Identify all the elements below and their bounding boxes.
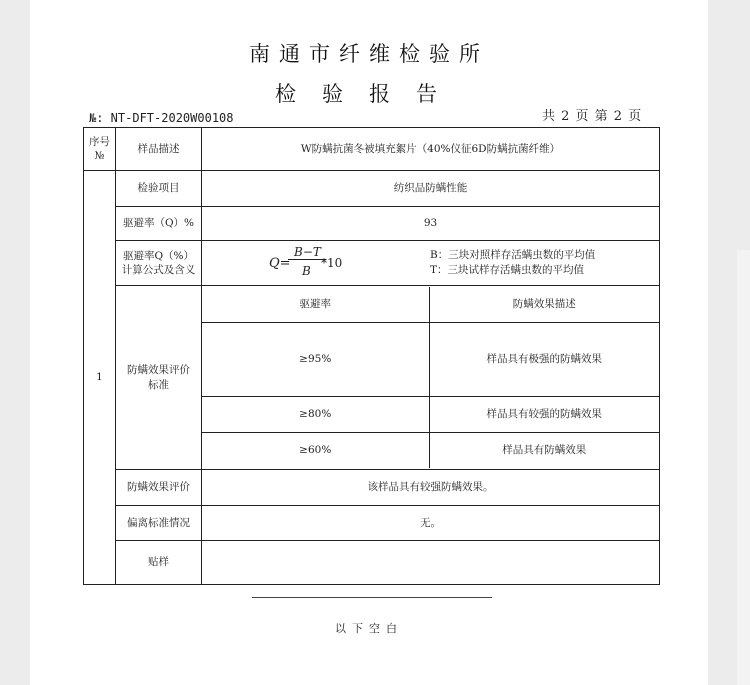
report-page [30,0,708,685]
report-number: №: NT-DFT-2020W00108 [89,111,234,125]
criteria-header-desc: 防螨效果描述 [429,287,659,322]
formula-numerator: B−T [294,245,321,259]
blank-note: 以下空白 [335,622,403,635]
criteria-desc: 样品具有防螨效果 [429,432,659,468]
formula-multiplier: *10 [321,256,343,270]
background-strip [737,250,750,685]
report-title: 检验报告 [275,82,463,106]
formula [202,243,430,283]
legend-t: T：三块试样存活螨虫数的平均值 [430,264,585,276]
formula-denominator: B [302,264,311,278]
rate-value: 93 [202,207,660,241]
evaluation-label: 防螨效果评价 [116,470,202,506]
evaluation-value: 该样品具有较强防螨效果。 [202,470,660,506]
footer-divider [252,597,492,598]
page-info: 共 2 页 第 2 页 [542,109,643,124]
criteria-rate: ≥60% [202,432,429,468]
formula-cell [202,241,660,286]
item-value: 纺织品防螨性能 [202,171,660,207]
row-number: 1 [84,171,116,585]
deviation-value: 无。 [202,506,660,541]
criteria-label: 防螨效果评价 标准 [116,286,202,470]
criteria-desc: 样品具有极强的防螨效果 [429,322,659,396]
rate-label: 驱避率（Q）% [116,207,202,241]
inspection-table [83,127,660,585]
criteria-header-rate: 驱避率 [202,287,429,322]
formula-q: Q= [269,256,291,271]
sticker-area [202,541,660,585]
sample-value: W防螨抗菌冬被填充絮片（40%仪征6D防螨抗菌纤维） [202,128,660,171]
item-label: 检验项目 [116,171,202,207]
legend-b: B：三块对照样存活螨虫数的平均值 [430,249,596,261]
organization-name: 南通市纤维检验所 [249,42,489,66]
criteria-rate: ≥95% [202,322,429,396]
criteria-rate: ≥80% [202,396,429,432]
criteria-table [202,287,659,468]
formula-legend [430,248,595,278]
criteria-cell [202,286,660,470]
sample-label: 样品描述 [116,128,202,171]
seq-header: 序号 № [84,128,116,171]
criteria-desc: 样品具有较强的防螨效果 [429,396,659,432]
formula-label: 驱避率Q（%） 计算公式及含义 [116,241,202,286]
deviation-label: 偏离标准情况 [116,506,202,541]
sticker-label: 贴样 [116,541,202,585]
